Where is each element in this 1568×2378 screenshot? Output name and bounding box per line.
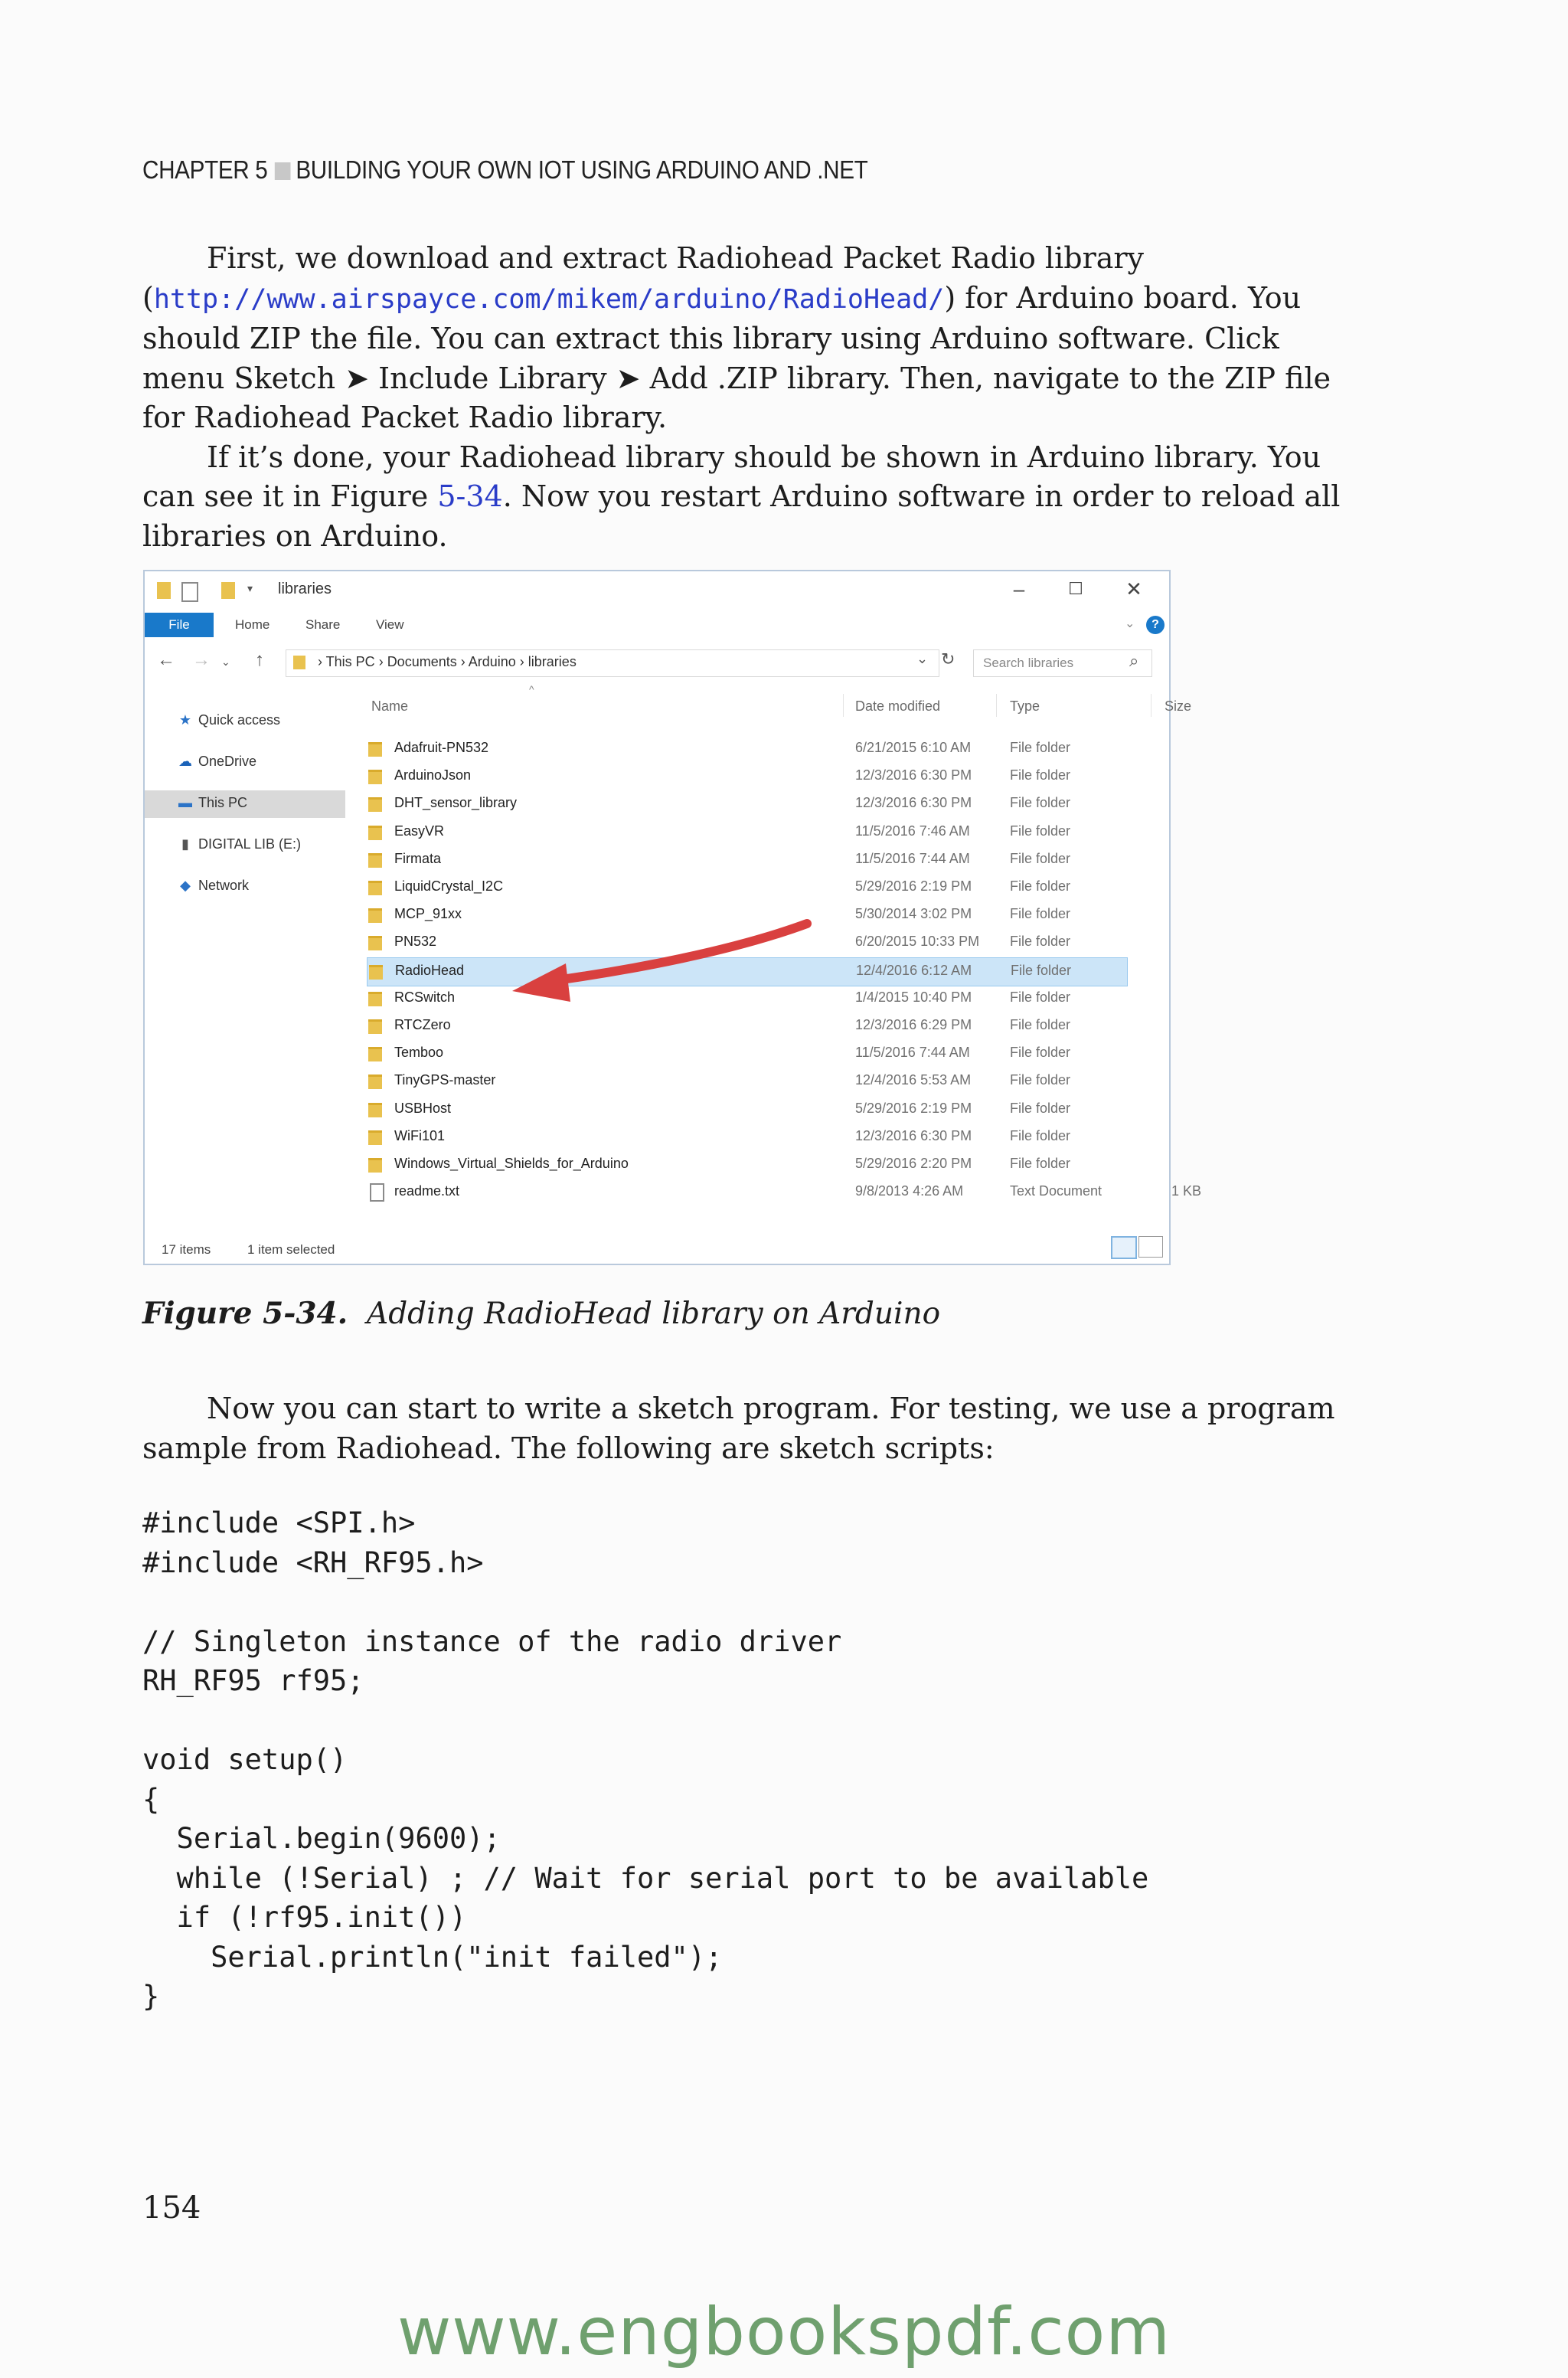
column-divider bbox=[996, 694, 997, 717]
status-item-count: 17 items bbox=[162, 1242, 211, 1257]
folder-icon bbox=[368, 881, 382, 895]
file-name: ArduinoJson bbox=[394, 767, 472, 783]
radiohead-url-link[interactable]: http://www.airspayce.com/mikem/arduino/RadioHead/ bbox=[153, 283, 945, 315]
file-type: File folder bbox=[1010, 989, 1071, 1005]
search-icon[interactable]: ⌕ bbox=[1129, 651, 1139, 670]
ribbon-expand-icon[interactable]: ⌄ bbox=[1125, 617, 1135, 630]
file-date: 11/5/2016 7:44 AM bbox=[855, 850, 970, 866]
file-row[interactable] bbox=[367, 1068, 1163, 1095]
column-date-modified[interactable]: Date modified bbox=[855, 698, 941, 714]
folder-icon bbox=[368, 1158, 382, 1173]
nav-digital-lib-label: DIGITAL LIB (E:) bbox=[198, 836, 302, 852]
file-row[interactable] bbox=[367, 790, 1163, 818]
page-number: 154 bbox=[142, 2190, 201, 2226]
file-row[interactable] bbox=[367, 1012, 1163, 1040]
window-title: libraries bbox=[278, 581, 332, 597]
address-dropdown-icon[interactable]: ⌄ bbox=[916, 651, 929, 666]
paragraph-3 bbox=[142, 1389, 1367, 1468]
code-listing: #include <SPI.h> #include <RH_RF95.h> // Singleton instance of the radio driver RH_RF95 rf95; void setup() { Serial.begin(9600); while (!Serial) ; // Wait for serial port to be available if (!rf95.init()) Serial.println("init failed"); } bbox=[142, 1506, 1149, 2013]
file-row[interactable] bbox=[367, 1179, 1201, 1206]
recent-dropdown-icon[interactable]: ⌄ bbox=[221, 656, 230, 668]
nav-onedrive[interactable] bbox=[177, 754, 256, 770]
ribbon-home-tab[interactable]: Home bbox=[235, 617, 270, 632]
folder-icon bbox=[368, 1130, 382, 1145]
file-explorer-window bbox=[143, 570, 1201, 1265]
nav-network-label: Network bbox=[198, 878, 250, 893]
nav-onedrive-label: OneDrive bbox=[198, 754, 257, 769]
file-type: File folder bbox=[1010, 1156, 1071, 1171]
maximize-icon[interactable]: ☐ bbox=[1068, 579, 1083, 598]
file-date: 5/30/2014 3:02 PM bbox=[855, 906, 972, 922]
file-date: 6/20/2015 10:33 PM bbox=[855, 934, 980, 950]
folder-icon bbox=[368, 742, 382, 757]
file-type: File folder bbox=[1010, 1017, 1071, 1032]
file-type: File folder bbox=[1010, 934, 1071, 950]
file-name: USBHost bbox=[394, 1100, 452, 1116]
file-type: File folder bbox=[1010, 1072, 1071, 1088]
file-type: Text Document bbox=[1010, 1183, 1102, 1199]
running-header bbox=[142, 155, 867, 185]
file-name: readme.txt bbox=[394, 1183, 460, 1199]
search-placeholder: Search libraries bbox=[983, 656, 1074, 670]
file-row[interactable] bbox=[367, 1151, 1163, 1179]
file-size: 1 KB bbox=[1171, 1183, 1201, 1199]
file-date: 12/3/2016 6:30 PM bbox=[855, 1127, 972, 1143]
folder-icon bbox=[368, 908, 382, 923]
file-name: Firmata bbox=[394, 850, 442, 866]
folder-icon bbox=[368, 936, 382, 950]
folder-icon bbox=[368, 826, 382, 840]
file-date: 5/29/2016 2:20 PM bbox=[855, 1156, 972, 1171]
qat-dropdown-icon[interactable]: ▾ bbox=[247, 582, 253, 594]
file-name: MCP_91xx bbox=[394, 906, 462, 922]
file-type: File folder bbox=[1010, 823, 1071, 839]
figure-ref-link[interactable]: 5-34 bbox=[437, 479, 503, 513]
network-icon: ◆ bbox=[180, 878, 191, 893]
file-type: File folder bbox=[1011, 962, 1072, 978]
file-date: 12/3/2016 6:29 PM bbox=[855, 1017, 972, 1032]
file-name: RadioHead bbox=[395, 962, 465, 978]
details-view-icon[interactable] bbox=[1111, 1236, 1137, 1259]
nav-network[interactable] bbox=[177, 878, 249, 894]
folder-icon bbox=[157, 582, 171, 599]
folder-icon bbox=[368, 770, 382, 784]
file-name: RTCZero bbox=[394, 1017, 451, 1032]
ribbon-share-tab[interactable]: Share bbox=[305, 617, 341, 632]
refresh-icon[interactable]: ↻ bbox=[941, 649, 956, 669]
ribbon-view-tab[interactable]: View bbox=[376, 617, 404, 632]
usb-drive-icon: ▮ bbox=[181, 836, 189, 852]
close-icon[interactable]: ✕ bbox=[1125, 577, 1142, 600]
minimize-icon[interactable]: – bbox=[1013, 577, 1025, 600]
file-row[interactable] bbox=[367, 1096, 1163, 1124]
header-square-icon bbox=[274, 162, 290, 180]
intro-text bbox=[142, 239, 1367, 556]
file-date: 5/29/2016 2:19 PM bbox=[855, 1100, 972, 1116]
folder-icon bbox=[368, 797, 382, 812]
file-date: 12/3/2016 6:30 PM bbox=[855, 767, 972, 783]
new-folder-icon[interactable] bbox=[221, 582, 235, 599]
file-date: 1/4/2015 10:40 PM bbox=[855, 989, 972, 1005]
status-selected: 1 item selected bbox=[247, 1242, 335, 1257]
file-name: DHT_sensor_library bbox=[394, 795, 518, 811]
paragraph-2-start: If it’s done, your Radiohead library should be shown in Arduino library. You can see it in Figure bbox=[142, 440, 1321, 513]
paragraph-1 bbox=[142, 239, 1367, 438]
chapter-title: BUILDING YOUR OWN IOT USING ARDUINO AND .NET bbox=[296, 155, 868, 184]
forward-icon[interactable]: → bbox=[192, 649, 211, 670]
figure-label: Figure 5-34. bbox=[142, 1296, 348, 1331]
nav-this-pc[interactable] bbox=[177, 795, 247, 811]
folder-icon bbox=[368, 1019, 382, 1034]
file-date: 12/4/2016 6:12 AM bbox=[856, 962, 972, 978]
back-icon[interactable]: ← bbox=[157, 649, 175, 670]
folder-icon bbox=[368, 1075, 382, 1089]
file-type: File folder bbox=[1010, 850, 1071, 866]
large-icons-view-icon[interactable] bbox=[1138, 1236, 1163, 1258]
breadcrumb-arduino[interactable]: Arduino bbox=[468, 654, 516, 669]
file-date: 11/5/2016 7:46 AM bbox=[855, 823, 970, 839]
file-name: Temboo bbox=[394, 1045, 444, 1061]
file-row[interactable] bbox=[367, 874, 1163, 901]
red-arrow-annotation bbox=[482, 916, 818, 1008]
file-date: 11/5/2016 7:44 AM bbox=[855, 1045, 970, 1061]
folder-icon bbox=[368, 992, 382, 1006]
help-icon[interactable]: ? bbox=[1146, 616, 1165, 634]
file-name: EasyVR bbox=[394, 823, 445, 839]
file-date: 12/3/2016 6:30 PM bbox=[855, 795, 972, 811]
breadcrumb: › This PC › Documents › Arduino › libraries bbox=[318, 654, 577, 669]
file-type: File folder bbox=[1010, 1100, 1071, 1116]
file-row[interactable] bbox=[367, 1040, 1163, 1068]
paragraph-1-end: ) for Arduino board. You should ZIP the file. You can extract this library using Arduino software. Click menu Sketch ➤ Include Library ➤ Add .ZIP library. Then, navigate to the ZIP file for Radiohead Packet Radio library. bbox=[142, 280, 1331, 434]
up-icon[interactable]: ↑ bbox=[255, 649, 264, 670]
file-name: Adafruit-PN532 bbox=[394, 740, 489, 755]
folder-icon bbox=[369, 965, 383, 980]
column-name[interactable]: Name bbox=[371, 698, 409, 714]
address-folder-icon bbox=[293, 656, 305, 669]
chapter-label: CHAPTER 5 bbox=[142, 155, 268, 184]
cloud-icon: ☁ bbox=[178, 754, 192, 769]
file-type: File folder bbox=[1010, 1045, 1071, 1061]
file-row[interactable] bbox=[367, 846, 1163, 874]
file-date: 12/4/2016 5:53 AM bbox=[855, 1072, 972, 1088]
paragraph-2 bbox=[142, 438, 1367, 557]
file-name: LiquidCrystal_I2C bbox=[394, 878, 504, 894]
nav-quick-access[interactable] bbox=[177, 712, 280, 728]
ribbon-file-tab[interactable]: File bbox=[145, 613, 214, 637]
properties-icon[interactable] bbox=[181, 582, 198, 602]
nav-quick-access-label: Quick access bbox=[198, 712, 281, 728]
folder-icon bbox=[368, 853, 382, 868]
file-type: File folder bbox=[1010, 878, 1071, 894]
file-date: 6/21/2015 6:10 AM bbox=[855, 740, 972, 755]
file-name: WiFi101 bbox=[394, 1127, 446, 1143]
star-icon: ★ bbox=[178, 712, 192, 728]
figure-caption-text: Adding RadioHead library on Arduino bbox=[367, 1297, 941, 1331]
figure-caption bbox=[142, 1296, 940, 1331]
file-name: Windows_Virtual_Shields_for_Arduino bbox=[394, 1156, 629, 1171]
nav-this-pc-label: This PC bbox=[198, 795, 248, 810]
paragraph-3-text: Now you can start to write a sketch program. For testing, we use a program sample from Radiohead. The following are sketch scripts: bbox=[142, 1392, 1335, 1465]
folder-icon bbox=[368, 1103, 382, 1117]
breadcrumb-documents[interactable]: Documents bbox=[387, 654, 457, 669]
file-name: RCSwitch bbox=[394, 989, 456, 1005]
breadcrumb-libraries[interactable]: libraries bbox=[528, 654, 577, 669]
folder-icon bbox=[368, 1047, 382, 1061]
file-type: File folder bbox=[1010, 1127, 1071, 1143]
file-type: File folder bbox=[1010, 740, 1071, 755]
column-size[interactable]: Size bbox=[1165, 698, 1192, 714]
column-divider bbox=[843, 694, 844, 717]
text-file-icon bbox=[370, 1183, 384, 1202]
file-row[interactable] bbox=[367, 1124, 1163, 1151]
paragraph-1-start: First, we download and extract Radiohead Packet Radio library ( bbox=[142, 241, 1145, 315]
breadcrumb-this-pc[interactable]: This PC bbox=[325, 654, 375, 669]
paragraph-2-end: . Now you restart Arduino software in order to reload all libraries on Arduino. bbox=[142, 479, 1341, 553]
column-type[interactable]: Type bbox=[1010, 698, 1040, 714]
file-name: TinyGPS-master bbox=[394, 1072, 496, 1088]
file-type: File folder bbox=[1010, 906, 1071, 922]
file-row[interactable] bbox=[367, 819, 1163, 846]
column-divider bbox=[1151, 694, 1152, 717]
file-date: 5/29/2016 2:19 PM bbox=[855, 878, 972, 894]
computer-icon: ▬ bbox=[178, 795, 192, 810]
file-name: PN532 bbox=[394, 934, 437, 950]
file-row[interactable] bbox=[367, 763, 1163, 790]
file-type: File folder bbox=[1010, 767, 1071, 783]
file-type: File folder bbox=[1010, 795, 1071, 811]
nav-digital-lib[interactable] bbox=[177, 836, 301, 852]
sort-indicator-icon: ^ bbox=[529, 683, 534, 695]
file-date: 9/8/2013 4:26 AM bbox=[855, 1183, 964, 1199]
file-row[interactable] bbox=[367, 735, 1163, 763]
watermark: www.engbookspdf.com bbox=[397, 2294, 1171, 2370]
